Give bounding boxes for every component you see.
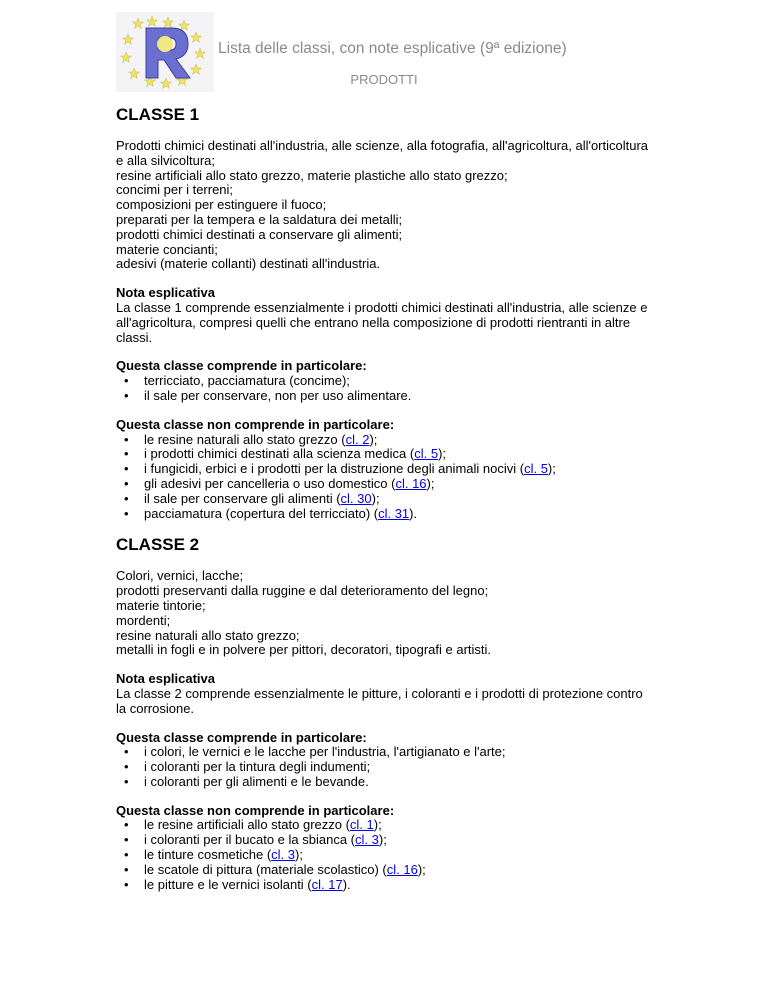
class-2-section: [116, 535, 656, 892]
class-link[interactable]: cl. 17: [311, 876, 343, 892]
class-link[interactable]: cl. 16: [395, 475, 427, 491]
intro-line: preparati per la tempera e la saldatura dei metalli;: [116, 211, 403, 227]
intro-line: mordenti;: [116, 612, 171, 628]
intro-line: metalli in fogli e in polvere per pittori, decoratori, tipografi e artisti.: [116, 642, 492, 658]
intro-line: Colori, vernici, lacche;: [116, 568, 244, 584]
class-link[interactable]: cl. 5: [524, 461, 548, 477]
list-item: • le resine artificiali allo stato grezzo (cl. 1);: [116, 818, 656, 833]
intro-line: materie concianti;: [116, 241, 218, 257]
class-link[interactable]: cl. 5: [414, 446, 439, 462]
note-text: La classe 1 comprende essenzialmente i prodotti chimici destinati all'industria, alle scienze e all'agricoltura, compresi quelli che entrano nella composizione di prodotti rientranti in altre classi.: [116, 299, 648, 345]
class-1-intro: [116, 139, 656, 272]
list-item: • le resine naturali allo stato grezzo (cl. 2);: [116, 433, 656, 448]
class-1-note: [116, 286, 656, 345]
intro-line: adesivi (materie collanti) destinati all'industria.: [116, 256, 381, 272]
list-item: • le pitture e le vernici isolanti (cl. 17).: [116, 878, 656, 893]
list-item: • i coloranti per gli alimenti e le bevande.: [116, 775, 656, 790]
class-1-excludes-list: [116, 433, 656, 522]
class-2-note: [116, 672, 656, 716]
intro-line: composizioni per estinguere il fuoco;: [116, 197, 327, 213]
list-item: • i coloranti per il bucato e la sbianca (cl. 3);: [116, 833, 656, 848]
class-1-heading: CLASSE 1: [116, 105, 200, 124]
class-link[interactable]: cl. 16: [386, 861, 418, 877]
note-text: La classe 2 comprende essenzialmente le pitture, i coloranti e i prodotti di protezione contro la corrosione.: [116, 685, 643, 716]
list-item: • terricciato, pacciamatura (concime);: [116, 374, 656, 389]
intro-line: prodotti preservanti dalla ruggine e dal deterioramento del legno;: [116, 583, 489, 599]
class-1-section: [116, 105, 656, 521]
intro-line: materie tintorie;: [116, 597, 206, 613]
class-link[interactable]: cl. 1: [349, 817, 374, 833]
note-title: Nota esplicativa: [116, 285, 215, 301]
class-1-includes-list: [116, 374, 656, 404]
class-link[interactable]: cl. 3: [355, 832, 379, 848]
document-subtitle: PRODOTTI: [350, 72, 418, 87]
list-item: • i coloranti per la tintura degli indumenti;: [116, 760, 656, 775]
list-item: • i prodotti chimici destinati alla scienza medica (cl. 5);: [116, 447, 656, 462]
list-item: • il sale per conservare gli alimenti (cl. 30);: [116, 492, 656, 507]
list-item: • pacciamatura (copertura del terricciato) (cl. 31).: [116, 507, 656, 522]
excludes-title: Questa classe non comprende in particolare:: [116, 416, 395, 432]
includes-title: Questa classe comprende in particolare:: [116, 358, 367, 374]
class-link[interactable]: cl. 31: [378, 505, 410, 521]
intro-line: Prodotti chimici destinati all'industria, alle scienze, alla fotografia, all'agricoltura, all'orticoltura e alla silvicoltura;: [116, 138, 649, 168]
class-2-includes-list: [116, 745, 656, 789]
list-item: • le scatole di pittura (materiale scolastico) (cl. 16);: [116, 863, 656, 878]
list-item: • il sale per conservare, non per uso alimentare.: [116, 389, 656, 404]
list-item: • i fungicidi, erbici e i prodotti per la distruzione degli animali nocivi (cl. 5);: [116, 462, 656, 477]
class-link[interactable]: cl. 2: [345, 431, 370, 447]
intro-line: prodotti chimici destinati a conservare gli alimenti;: [116, 226, 403, 242]
class-2-excludes-list: [116, 818, 656, 892]
list-item: • i colori, le vernici e le lacche per l'industria, l'artigianato e l'arte;: [116, 745, 656, 760]
class-link[interactable]: cl. 30: [340, 490, 372, 506]
list-item: • le tinture cosmetiche (cl. 3);: [116, 848, 656, 863]
class-2-heading: CLASSE 2: [116, 535, 200, 555]
document-body: [116, 96, 656, 906]
list-item: • gli adesivi per cancelleria o uso domestico (cl. 16);: [116, 477, 656, 492]
document-title: Lista delle classi, con note esplicative (9ª edizione): [218, 40, 567, 57]
note-title: Nota esplicativa: [116, 671, 215, 687]
includes-title: Questa classe comprende in particolare:: [116, 729, 367, 745]
intro-line: resine naturali allo stato grezzo;: [116, 627, 300, 643]
class-2-intro: [116, 569, 656, 658]
intro-line: resine artificiali allo stato grezzo, materie plastiche allo stato grezzo;: [116, 167, 508, 183]
class-link[interactable]: cl. 3: [271, 847, 296, 863]
excludes-title: Questa classe non comprende in particolare:: [116, 802, 395, 818]
intro-line: concimi per i terreni;: [116, 182, 234, 198]
